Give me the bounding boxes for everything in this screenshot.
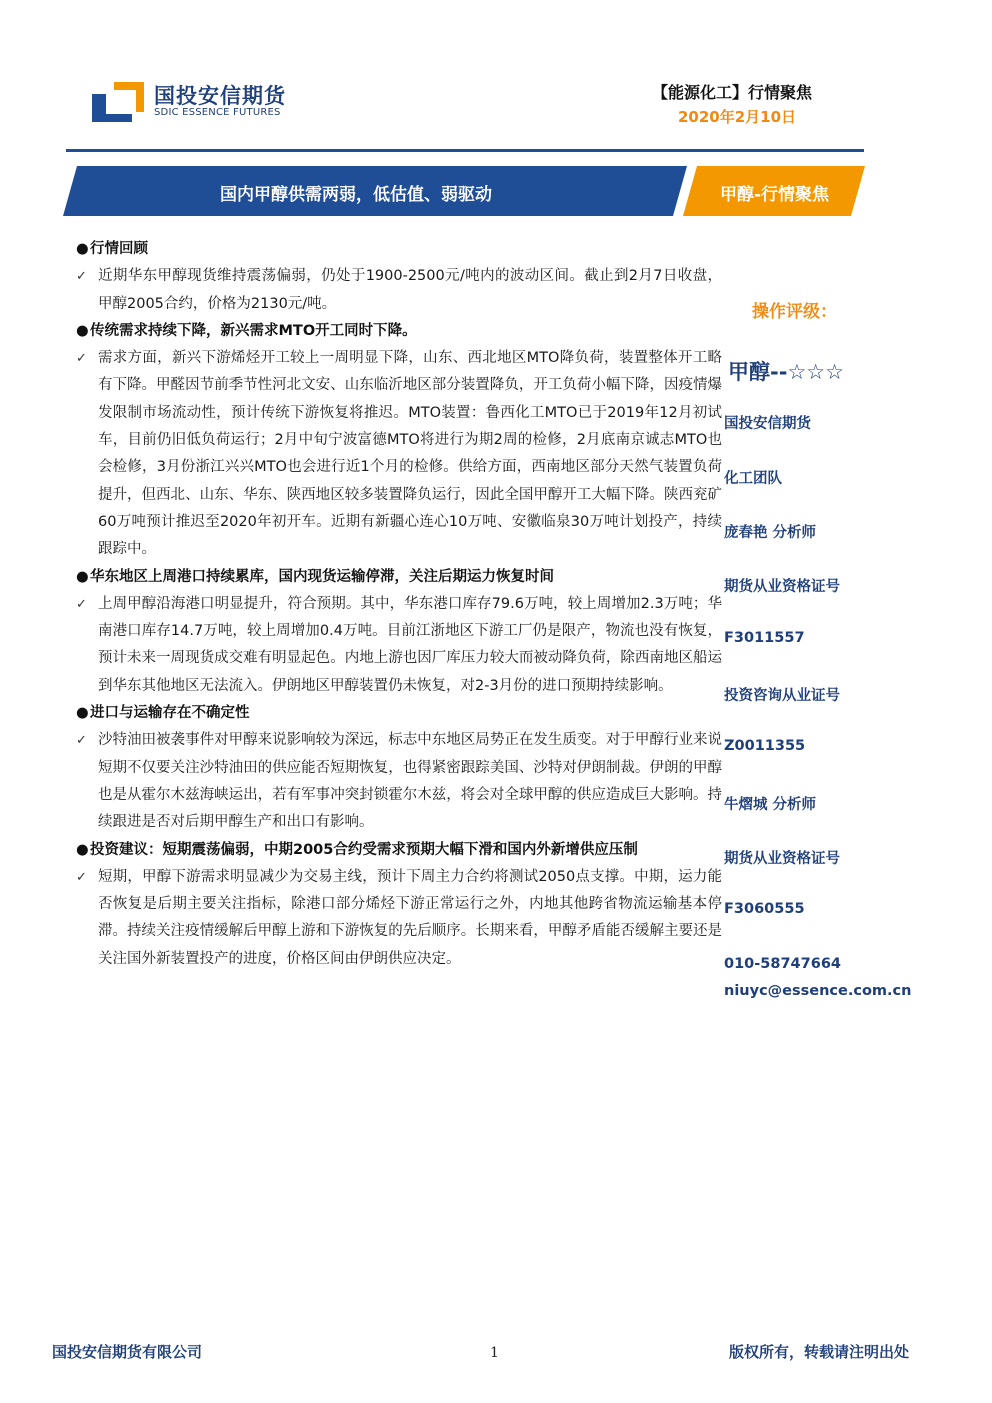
- logo-mark-icon: [92, 82, 144, 122]
- report-tag: 甲醇-行情聚焦: [720, 185, 830, 205]
- section-heading: ● 传统需求持续下降，新兴需求MTO开工同时下降。: [76, 318, 722, 345]
- list-item: ✓ 上周甲醇沿海港口明显提升，符合预期。其中，华东港口库存79.6万吨，较上周增加2.3万吨；华南港口库存14.7万吨，较上周增加0.4万吨。目前江浙地区下游工厂仍是限产，物流也没有恢复，预计未来一周现货成交难有明显起色。内地上游也因厂库压力较大而被动降负荷，除西南地区船运到华东其他地区无法流入。伊朗地区甲醇装置仍未恢复，对2-3月份的进口预期持续影响。: [76, 591, 722, 700]
- header-divider: [66, 149, 864, 152]
- report-category: 【能源化工】行情聚焦: [652, 83, 813, 102]
- rating-product: 甲醇--: [728, 360, 788, 384]
- rating: [728, 356, 844, 386]
- footer-copyright: 版权所有，转载请注明出处: [729, 1343, 910, 1361]
- list-item: ✓ 沙特油田被袭事件对甲醇来说影响较为深远，标志中东地区局势正在发生质变。对于甲醇行业来说短期不仅要关注沙特油田的供应能否短期恢复，也得紧密跟踪美国、沙特对伊朗制裁。伊朗的甲醇也是从霍尔木兹海峡运出，若有军事冲突封锁霍尔木兹，将会对全球甲醇的供应造成巨大影响。持续跟进是否对后期甲醇生产和出口有影响。: [76, 727, 722, 836]
- section-heading: ● 进口与运输存在不确定性: [76, 700, 722, 727]
- rating-label: 操作评级：: [752, 302, 837, 322]
- section-heading: ● 投资建议：短期震荡偏弱，中期2005合约受需求预期大幅下滑和国内外新增供应压制: [76, 837, 722, 864]
- analyst-name: 庞春艳 分析师: [724, 525, 817, 541]
- sidebar-team: 化工团队: [724, 471, 782, 487]
- license-label: 期货从业资格证号: [724, 851, 840, 867]
- company-logo: [92, 78, 322, 124]
- contact-email[interactable]: niuyc@essence.com.cn: [724, 983, 912, 999]
- bullet-icon: ●: [76, 322, 89, 339]
- check-icon: ✓: [76, 269, 87, 285]
- logo-english-name: SDIC ESSENCE FUTURES: [154, 107, 281, 118]
- list-item: ✓ 需求方面，新兴下游烯烃开工较上一周明显下降，山东、西北地区MTO降负荷，装置整体开工略有下降。甲醛因节前季节性河北文安、山东临沂地区部分装置降负，开工负荷小幅下降，因疫情爆发限制市场流动性，预计传统下游恢复将推迟。MTO装置：鲁西化工MTO已于2019年12月初试车，目前仍旧低负荷运行；2月中旬宁波富德MTO将进行为期2周的检修，2月底南京诚志MTO也会检修，3月份浙江兴兴MTO也会进行近1个月的检修。供给方面，西南地区部分天然气装置负荷提升，但西北、山东、华东、陕西地区较多装置降负运行，因此全国甲醇开工大幅下降。陕西兖矿60万吨预计推迟至2020年初开车。近期有新疆心连心10万吨、安徽临泉30万吨计划投产，持续跟踪中。: [76, 345, 722, 563]
- section-heading: ● 华东地区上周港口持续累库，国内现货运输停滞，关注后期运力恢复时间: [76, 564, 722, 591]
- page-number: 1: [490, 1345, 499, 1361]
- check-icon: ✓: [76, 596, 87, 612]
- report-date: 2020年2月10日: [678, 108, 797, 126]
- contact-phone: 010-58747664: [724, 956, 841, 972]
- bullet-icon: ●: [76, 705, 89, 722]
- report-body: [76, 236, 722, 973]
- section-heading: ● 行情回顾: [76, 236, 722, 263]
- bullet-icon: ●: [76, 841, 89, 858]
- footer-company: 国投安信期货有限公司: [52, 1343, 203, 1361]
- logo-chinese-name: 国投安信期货: [154, 84, 286, 108]
- license-label: 投资咨询从业证号: [724, 688, 840, 704]
- license-number: F3060555: [724, 901, 805, 917]
- list-item: ✓ 近期华东甲醇现货维持震荡偏弱，仍处于1900-2500元/吨内的波动区间。截止到2月7日收盘，甲醇2005合约，价格为2130元/吨。: [76, 263, 722, 318]
- license-label: 期货从业资格证号: [724, 579, 840, 595]
- star-rating-icon: ☆☆☆: [787, 360, 844, 384]
- bullet-icon: ●: [76, 568, 89, 585]
- check-icon: ✓: [76, 351, 87, 367]
- bullet-icon: ●: [76, 241, 89, 257]
- check-icon: ✓: [76, 869, 87, 885]
- analyst-name: 牛熠城 分析师: [724, 797, 817, 813]
- report-title: 国内甲醇供需两弱，低估值、弱驱动: [220, 185, 492, 205]
- license-number: Z0011355: [724, 738, 806, 754]
- list-item: ✓ 短期，甲醇下游需求明显减少为交易主线，预计下周主力合约将测试2050点支撑。中期，运力能否恢复是后期主要关注指标，除港口部分烯烃下游正常运行之外，内地其他跨省物流运输基本停滞。持续关注疫情缓解后甲醇上游和下游恢复的先后顺序。长期来看，甲醇矛盾能否缓解主要还是关注国外新装置投产的进度，价格区间由伊朗供应决定。: [76, 864, 722, 973]
- check-icon: ✓: [76, 733, 87, 749]
- license-number: F3011557: [724, 630, 805, 646]
- sidebar-company: 国投安信期货: [724, 416, 811, 432]
